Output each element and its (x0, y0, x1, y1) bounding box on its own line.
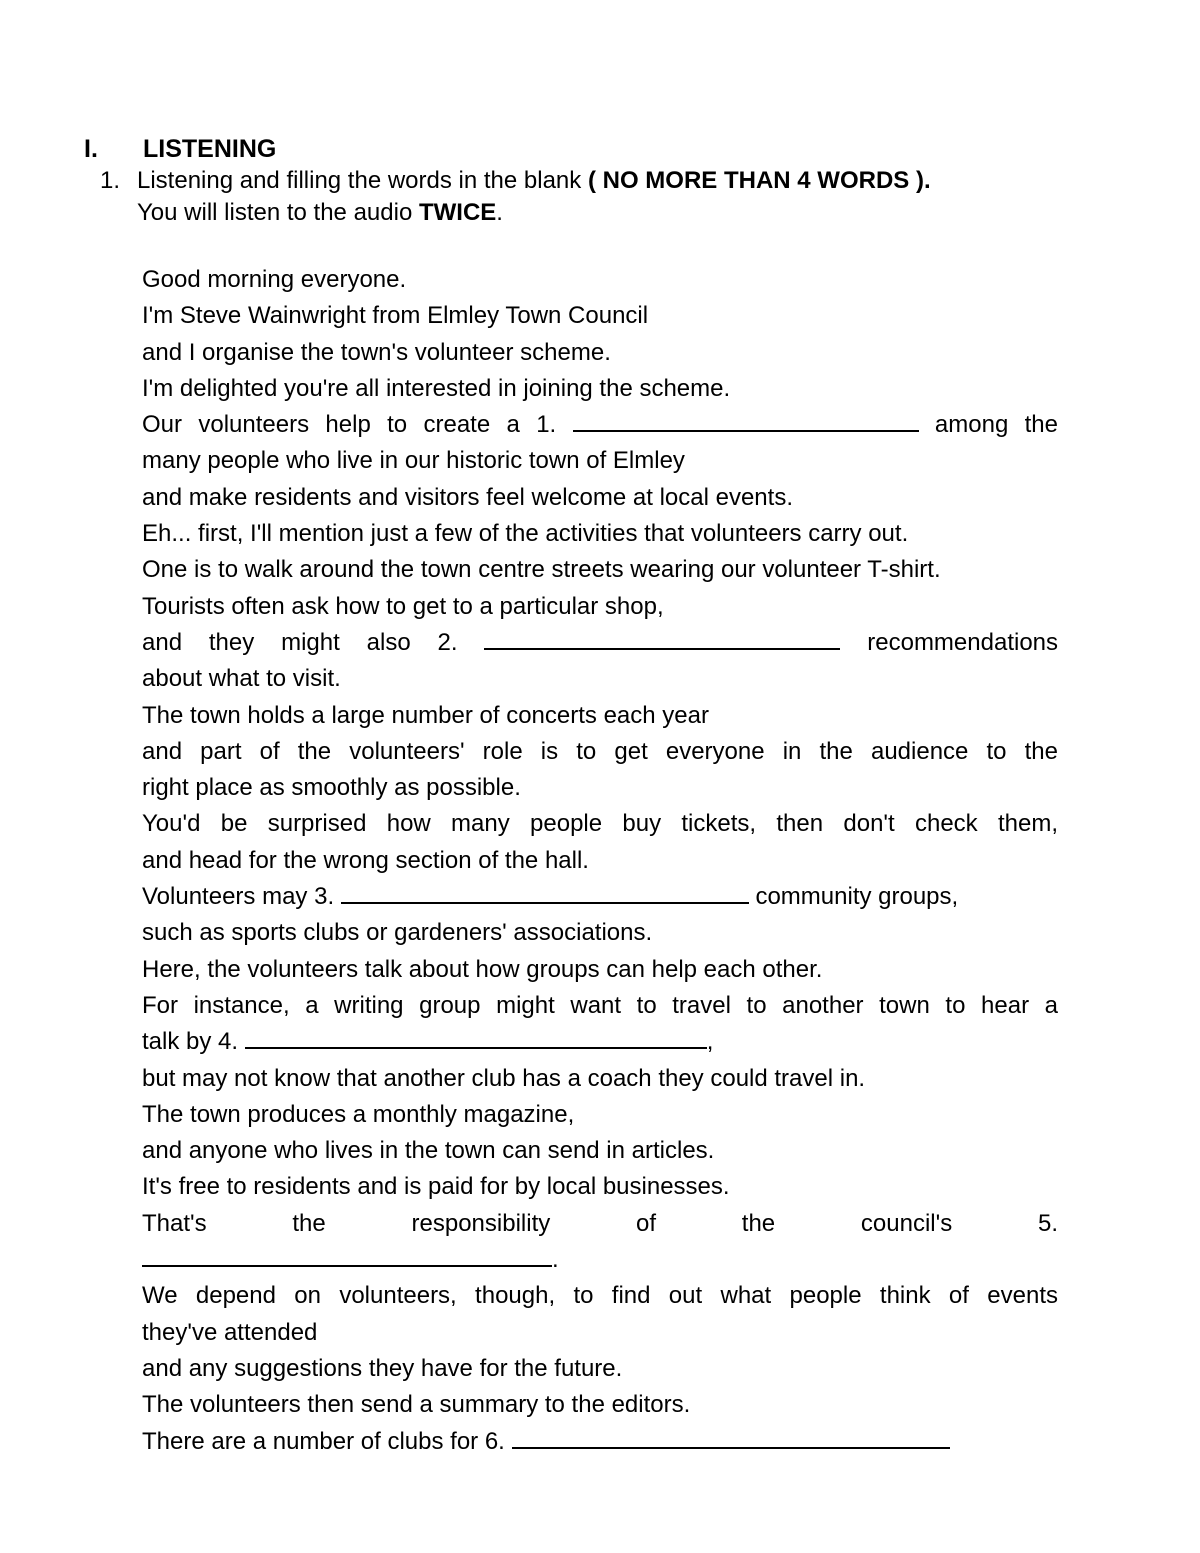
transcript-line: right place as smoothly as possible. (142, 774, 521, 802)
transcript-line: about what to visit. (142, 665, 341, 693)
transcript-line: Eh... first, I'll mention just a few of the activities that volunteers carry out. (142, 520, 909, 548)
transcript-line: I'm delighted you're all interested in joining the scheme. (142, 374, 731, 402)
transcript-line: and anyone who lives in the town can send in articles. (142, 1137, 715, 1165)
task-note-text: You will listen to the audio (137, 199, 419, 226)
transcript-line: You'd be surprised how many people buy tickets, then don't check them, (142, 810, 1058, 838)
transcript-line: Good morning everyone. (142, 266, 407, 293)
gap-6-prefix: There are a number of clubs for 6. (142, 1427, 505, 1455)
transcript-line: and head for the wrong section of the hall. (142, 846, 589, 874)
transcript-line: such as sports clubs or gardeners' associations. (142, 919, 653, 947)
transcript-line: Here, the volunteers talk about how groups can help each other. (142, 955, 823, 983)
transcript-line-gap-2 (142, 625, 1058, 661)
gap-3-suffix: community groups, (755, 883, 959, 911)
transcript-line: The town produces a monthly magazine, (142, 1100, 575, 1128)
transcript-line: It's free to residents and is paid for by local businesses. (142, 1173, 730, 1201)
task-note (137, 197, 503, 229)
transcript-line: The volunteers then send a summary to the editors. (142, 1391, 691, 1419)
transcript-line: but may not know that another club has a coach they could travel in. (142, 1064, 866, 1092)
task-instruction (100, 165, 931, 197)
transcript-line: I'm Steve Wainwright from Elmley Town Council (142, 302, 649, 330)
transcript-line: they've attended (142, 1318, 318, 1346)
gap-3-prefix: Volunteers may 3. (142, 883, 335, 911)
transcript-line: many people who live in our historic town of Elmley (142, 447, 685, 475)
section-heading (84, 133, 276, 165)
transcript-line: and I organise the town's volunteer scheme. (142, 338, 611, 366)
transcript-line: One is to walk around the town centre streets wearing our volunteer T-shirt. (142, 556, 941, 584)
transcript-line: and part of the volunteers' role is to get everyone in the audience to the (142, 737, 1058, 765)
task-note-end: . (496, 199, 503, 226)
transcript-line-gap-6 (142, 1424, 1058, 1460)
transcript-line: The town holds a large number of concerts each year (142, 701, 709, 729)
task-instruction-text: Listening and filling the words in the blank (137, 167, 588, 194)
answer-blank-6[interactable] (512, 1425, 950, 1449)
gap-4-prefix: talk by 4. (142, 1028, 239, 1056)
transcript-line: and any suggestions they have for the future. (142, 1354, 623, 1382)
transcript-line: Tourists often ask how to get to a particular shop, (142, 592, 664, 620)
answer-blank-1[interactable] (573, 408, 919, 432)
answer-blank-4[interactable] (245, 1025, 707, 1049)
gap-1-prefix: Our volunteers help to create a 1. (142, 411, 557, 439)
transcript-line-gap-4 (142, 1024, 1058, 1060)
gap-2-suffix: recommendations (867, 628, 1059, 656)
transcript-line-gap-5: That's the responsibility of the council's 5. (142, 1209, 1058, 1237)
gap-1-suffix: among the (934, 411, 1059, 439)
section-title: LISTENING (143, 135, 277, 163)
listening-transcript (142, 262, 1058, 1460)
task-note-emphasis: TWICE (418, 199, 497, 226)
answer-blank-3[interactable] (341, 880, 749, 904)
task-word-limit: ( NO MORE THAN 4 WORDS ). (587, 167, 931, 194)
gap-4-suffix: , (706, 1028, 714, 1056)
gap-2-prefix: and they might also 2. (142, 628, 458, 656)
transcript-line: We depend on volunteers, though, to find out what people think of events (142, 1282, 1058, 1310)
transcript-line-blank-5 (142, 1242, 1058, 1278)
transcript-line-gap-3 (142, 879, 1058, 915)
transcript-line: and make residents and visitors feel welcome at local events. (142, 483, 793, 511)
task-number: 1. (100, 167, 121, 194)
answer-blank-5[interactable] (142, 1243, 552, 1267)
transcript-line-gap-1 (142, 407, 1058, 443)
section-numeral: I. (84, 135, 98, 163)
transcript-line: For instance, a writing group might want to travel to another town to hear a (142, 991, 1058, 1019)
gap-5-suffix: . (552, 1246, 559, 1274)
answer-blank-2[interactable] (484, 626, 840, 650)
